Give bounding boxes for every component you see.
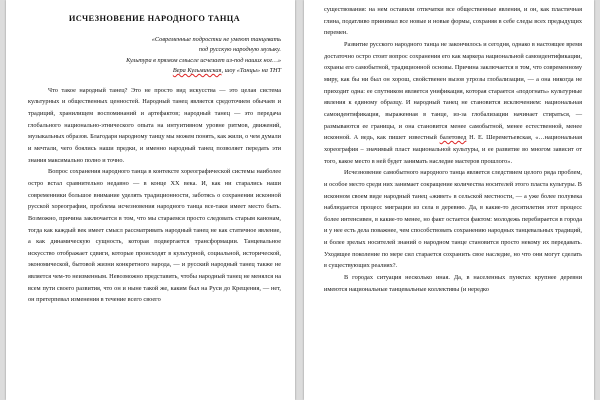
epigraph-line: «Современные подростки не умеют танцевать — [151, 36, 281, 43]
document-page-left — [6, 0, 295, 400]
epigraph-author: Вера Кульминская — [172, 67, 222, 75]
spellcheck-word: балетовед — [439, 134, 467, 142]
body-paragraph: Исчезновение самобытного народного танца является следствием целого ряда проблем, и особое место среди них занимает сокращение количества носителей этого пласта культуры. В исконном своем виде народный танец «живет» в сельской местности, — а уже более полувека наблюдается процесс миграции из села в деревню. Да, в какие-то десятилетия этот процесс более интенсивен, в какие-то менее, но факт остается фактом: молодежь перебирается в города и у нее есть дела поважнее, чем способствовать сохранению народных танцевальных традиций, и более зрелых носителей знаний о народном танце становится просто некому их передавать. Уходящее поколение по мере сил старается сохранить свое наследие, но что они могут сделать в существующих реалиях?. — [324, 169, 582, 270]
epigraph — [28, 35, 281, 77]
body-paragraph: существования: на нем оставили отпечатки все общественные явления, и он, как пластичная глина, податливо принимал все новые и новые формы, сохраняя в себе следы всех предыдущих перемен. — [324, 6, 582, 37]
page-content — [324, 4, 582, 295]
paragraph-text: Н. Е. Шереметьевская, «…национальная хореография – значимый пласт национальной культуры, и ее развитие во многом зависит от того, какое место в ней будет занимать наследие мастеров прошлого». — [324, 134, 582, 165]
document-page-right — [304, 0, 594, 400]
document-title: ИСЧЕЗНОВЕНИЕ НАРОДНОГО ТАНЦА — [68, 14, 241, 23]
epigraph-line: под русскую народную музыку. — [198, 46, 281, 54]
paragraph-text: Развитие русского народного танца не закончилось и сегодня, однако в настоящее время достаточно остро стоит вопрос сохранения его как маркера национальной самоидентификации, охраны его самобытной, традиционной основы. Причина заключается в том, что современному миру, как бы ни был он хорош, свойственен вызов угрозы глобализации, — а она никогда не приходит одна: ее спутником является унификация, которая старается «подогнать» культурные явления к единому образцу. И народный танец не становится исключением: национальная самоидентификация, выраженная в танце, из-за глобализации начинает стираться, — размываются ее границы, и она становится менее самобытной, менее естественной, менее исконной. А ведь, как пишет известный — [324, 40, 582, 142]
body-paragraph — [324, 39, 582, 167]
body-paragraph: В городах ситуация несколько иная. Да, в населенных пунктах крупнее деревни имеются национальные танцевальные коллективы (и нередко — [324, 274, 582, 293]
epigraph-signature — [28, 66, 281, 76]
body-paragraph: Вопрос сохранения народного танца в контексте хореографической системы наиболее остро встал сравнительно недавно — в конце XX века. И, как ни старались наши современники большое внимание уделять традиционности, заботясь о сохранении исконной русской хореографии, проблема исчезновения народного танца все-таки имеет место быть. Возможно, причина заключается в том, что мы стараемся просто следовать старым канонам, тогда как каждый век имеет смысл рассматривать народный танец не как статичное явление, а как динамическую сущность, которая подвергается трансформации. Танцевальное искусство отображает сдвиги, которые происходят в культурной, социальной, исторической, экономической, бытовой жизни конкретного народа, — и русский народный танец также не является чем-то неизменным. Невозможно представить, чтобы народный танец не менялся на всем пути своего развития, что он и ныне такой же, каким был на Руси до Крещения, — нет, он претерпевал изменения в течение всего своего — [28, 168, 281, 304]
body-paragraph: Что такое народный танец? Это не просто вид искусства — это целая система культурных и общественных ценностей. Народный танец является средоточием обычаев и традиций, хранилищем воспоминаний и артефактов; народный танец — это передача глобального национально-этнического опыта на интуитивном уровне ритмов, движений, музыкальных образов. Благодаря народному танцу мы можем понять, как жили, о чем думали и мечтали, чего боялись наши предки, и именно народный танец позволяет передать эти знания максимально полно и точно. — [28, 86, 281, 164]
epigraph-source: , шоу «Танцы» на ТНТ — [221, 67, 281, 75]
page-content — [28, 14, 281, 306]
epigraph-line: Культура в прямом смысле исчезает из-под наших ног…» — [126, 56, 281, 64]
